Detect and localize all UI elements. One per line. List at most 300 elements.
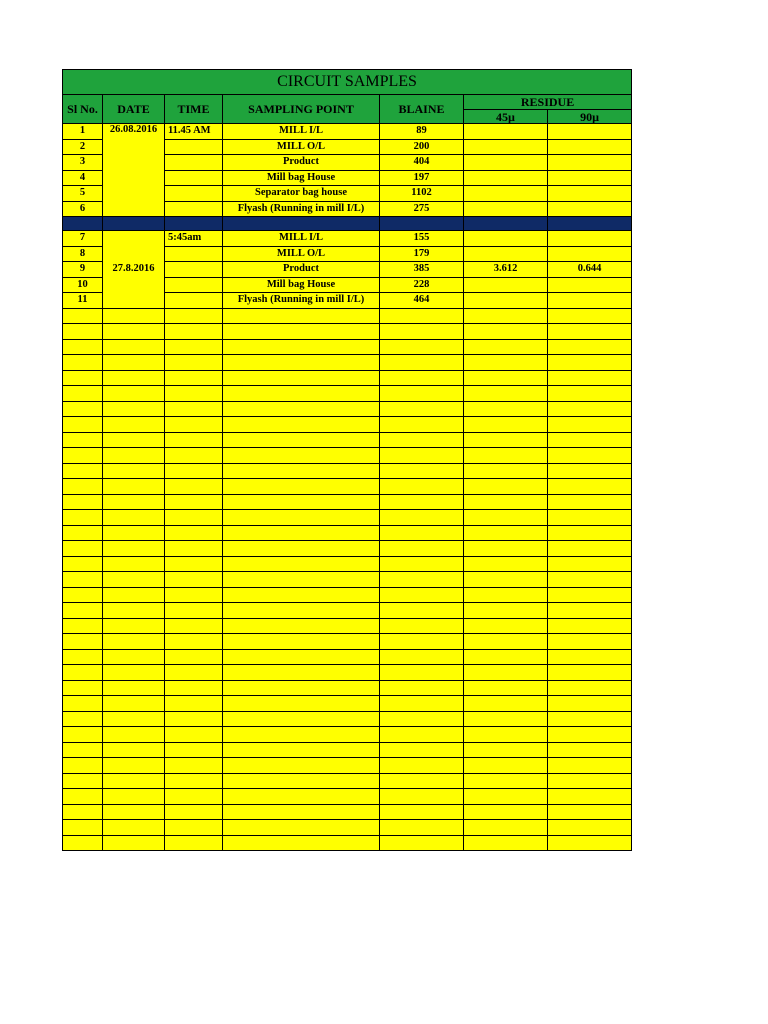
empty-cell: [63, 696, 103, 712]
empty-cell: [380, 711, 464, 727]
header-blaine: BLAINE: [380, 95, 464, 124]
sl-no-cell: 10: [63, 277, 103, 293]
empty-cell: [380, 510, 464, 526]
separator-row: [63, 217, 632, 231]
empty-cell: [165, 835, 223, 851]
empty-cell: [63, 680, 103, 696]
empty-cell: [548, 820, 632, 836]
empty-cell: [165, 680, 223, 696]
residue-45-cell: 3.612: [464, 262, 548, 278]
empty-cell: [380, 587, 464, 603]
empty-cell: [464, 355, 548, 371]
separator-cell: [380, 217, 464, 231]
empty-cell: [380, 618, 464, 634]
empty-cell: [103, 556, 165, 572]
header-residue-90: 90µ: [548, 110, 632, 124]
empty-cell: [103, 773, 165, 789]
empty-cell: [63, 324, 103, 340]
empty-row: [63, 339, 632, 355]
empty-cell: [223, 711, 380, 727]
empty-cell: [165, 510, 223, 526]
empty-cell: [548, 324, 632, 340]
empty-row: [63, 696, 632, 712]
blaine-cell: 385: [380, 262, 464, 278]
empty-cell: [103, 401, 165, 417]
empty-row: [63, 463, 632, 479]
empty-cell: [548, 603, 632, 619]
sampling-point-cell: MILL I/L: [223, 231, 380, 247]
empty-cell: [165, 649, 223, 665]
empty-row: [63, 324, 632, 340]
empty-cell: [380, 541, 464, 557]
header-sl-no: Sl No.: [63, 95, 103, 124]
residue-90-cell: [548, 170, 632, 186]
blaine-cell: 275: [380, 201, 464, 217]
empty-cell: [165, 634, 223, 650]
sampling-point-cell: Mill bag House: [223, 170, 380, 186]
time-cell: 11.45 AM: [165, 124, 223, 140]
empty-cell: [380, 572, 464, 588]
empty-row: [63, 572, 632, 588]
empty-row: [63, 773, 632, 789]
empty-cell: [548, 696, 632, 712]
empty-cell: [223, 510, 380, 526]
empty-cell: [548, 432, 632, 448]
empty-row: [63, 680, 632, 696]
empty-cell: [103, 680, 165, 696]
residue-90-cell: [548, 246, 632, 262]
empty-cell: [548, 835, 632, 851]
empty-cell: [63, 572, 103, 588]
empty-cell: [223, 618, 380, 634]
empty-cell: [103, 448, 165, 464]
empty-cell: [223, 494, 380, 510]
empty-cell: [380, 324, 464, 340]
blaine-cell: 89: [380, 124, 464, 140]
circuit-samples-sheet: [62, 69, 632, 851]
empty-cell: [63, 339, 103, 355]
empty-cell: [165, 432, 223, 448]
empty-cell: [223, 789, 380, 805]
empty-cell: [103, 494, 165, 510]
residue-45-cell: [464, 277, 548, 293]
empty-cell: [380, 494, 464, 510]
empty-cell: [223, 386, 380, 402]
empty-cell: [464, 773, 548, 789]
empty-cell: [464, 386, 548, 402]
residue-90-cell: [548, 277, 632, 293]
empty-cell: [165, 742, 223, 758]
empty-cell: [464, 696, 548, 712]
residue-45-cell: [464, 293, 548, 309]
empty-cell: [464, 742, 548, 758]
empty-cell: [464, 525, 548, 541]
empty-cell: [63, 448, 103, 464]
empty-cell: [380, 665, 464, 681]
empty-cell: [63, 603, 103, 619]
residue-90-cell: [548, 201, 632, 217]
header-residue-45: 45µ: [464, 110, 548, 124]
residue-45-cell: [464, 155, 548, 171]
empty-cell: [165, 804, 223, 820]
empty-row: [63, 603, 632, 619]
empty-cell: [63, 510, 103, 526]
empty-cell: [548, 339, 632, 355]
empty-row: [63, 541, 632, 557]
separator-cell: [223, 217, 380, 231]
empty-cell: [464, 835, 548, 851]
empty-cell: [63, 525, 103, 541]
empty-cell: [103, 541, 165, 557]
date-cell: 26.08.2016: [103, 124, 165, 217]
empty-cell: [103, 324, 165, 340]
residue-45-cell: [464, 231, 548, 247]
empty-cell: [548, 463, 632, 479]
empty-cell: [548, 370, 632, 386]
empty-cell: [464, 820, 548, 836]
empty-cell: [380, 463, 464, 479]
table-row: [63, 231, 632, 247]
empty-cell: [380, 386, 464, 402]
empty-cell: [464, 634, 548, 650]
empty-cell: [63, 804, 103, 820]
empty-cell: [464, 463, 548, 479]
empty-cell: [223, 401, 380, 417]
empty-cell: [464, 649, 548, 665]
empty-cell: [464, 680, 548, 696]
sampling-point-cell: MILL I/L: [223, 124, 380, 140]
empty-cell: [103, 339, 165, 355]
empty-cell: [165, 789, 223, 805]
empty-row: [63, 789, 632, 805]
empty-cell: [165, 758, 223, 774]
empty-cell: [380, 479, 464, 495]
empty-cell: [380, 525, 464, 541]
empty-cell: [464, 308, 548, 324]
empty-cell: [380, 603, 464, 619]
empty-cell: [223, 324, 380, 340]
sampling-point-cell: MILL O/L: [223, 246, 380, 262]
empty-cell: [63, 370, 103, 386]
empty-cell: [63, 835, 103, 851]
empty-cell: [63, 789, 103, 805]
empty-cell: [464, 417, 548, 433]
empty-cell: [548, 618, 632, 634]
sampling-point-cell: MILL O/L: [223, 139, 380, 155]
empty-cell: [63, 665, 103, 681]
empty-cell: [464, 587, 548, 603]
empty-cell: [380, 727, 464, 743]
residue-90-cell: [548, 186, 632, 202]
blaine-cell: 179: [380, 246, 464, 262]
residue-45-cell: [464, 170, 548, 186]
empty-cell: [548, 587, 632, 603]
empty-cell: [103, 742, 165, 758]
sampling-point-cell: Product: [223, 262, 380, 278]
residue-90-cell: [548, 293, 632, 309]
empty-cell: [103, 370, 165, 386]
empty-cell: [165, 355, 223, 371]
sampling-point-cell: Separator bag house: [223, 186, 380, 202]
empty-cell: [223, 417, 380, 433]
sl-no-cell: 2: [63, 139, 103, 155]
residue-90-cell: [548, 139, 632, 155]
empty-cell: [165, 479, 223, 495]
sampling-point-cell: Flyash (Running in mill I/L): [223, 201, 380, 217]
empty-cell: [223, 479, 380, 495]
time-cell: [165, 246, 223, 262]
residue-90-cell: [548, 231, 632, 247]
empty-cell: [165, 711, 223, 727]
empty-cell: [63, 773, 103, 789]
empty-cell: [223, 696, 380, 712]
residue-45-cell: [464, 139, 548, 155]
empty-cell: [548, 758, 632, 774]
empty-cell: [223, 742, 380, 758]
empty-cell: [548, 401, 632, 417]
empty-cell: [464, 572, 548, 588]
empty-cell: [380, 835, 464, 851]
empty-cell: [165, 587, 223, 603]
empty-cell: [380, 758, 464, 774]
blaine-cell: 200: [380, 139, 464, 155]
empty-cell: [223, 432, 380, 448]
header-sampling-point: SAMPLING POINT: [223, 95, 380, 124]
residue-90-cell: 0.644: [548, 262, 632, 278]
empty-cell: [548, 479, 632, 495]
separator-cell: [63, 217, 103, 231]
empty-cell: [63, 711, 103, 727]
empty-cell: [223, 370, 380, 386]
empty-cell: [380, 370, 464, 386]
empty-cell: [165, 773, 223, 789]
empty-cell: [63, 386, 103, 402]
sl-no-cell: 4: [63, 170, 103, 186]
empty-cell: [223, 680, 380, 696]
empty-cell: [63, 479, 103, 495]
empty-cell: [223, 634, 380, 650]
empty-cell: [548, 634, 632, 650]
empty-cell: [548, 417, 632, 433]
empty-cell: [380, 696, 464, 712]
empty-cell: [165, 556, 223, 572]
empty-cell: [63, 308, 103, 324]
sampling-point-cell: Flyash (Running in mill I/L): [223, 293, 380, 309]
empty-cell: [548, 742, 632, 758]
empty-cell: [103, 603, 165, 619]
empty-cell: [223, 308, 380, 324]
empty-cell: [380, 820, 464, 836]
empty-cell: [548, 525, 632, 541]
time-cell: [165, 186, 223, 202]
empty-cell: [165, 339, 223, 355]
empty-cell: [103, 432, 165, 448]
empty-cell: [223, 804, 380, 820]
empty-cell: [63, 727, 103, 743]
empty-cell: [165, 820, 223, 836]
empty-cell: [380, 432, 464, 448]
empty-cell: [464, 789, 548, 805]
empty-cell: [464, 665, 548, 681]
empty-cell: [380, 773, 464, 789]
empty-row: [63, 727, 632, 743]
empty-cell: [103, 355, 165, 371]
empty-row: [63, 758, 632, 774]
empty-cell: [103, 727, 165, 743]
empty-cell: [165, 727, 223, 743]
sl-no-cell: 7: [63, 231, 103, 247]
empty-cell: [548, 727, 632, 743]
empty-cell: [165, 494, 223, 510]
empty-cell: [223, 339, 380, 355]
empty-cell: [548, 711, 632, 727]
empty-row: [63, 835, 632, 851]
sampling-point-cell: Product: [223, 155, 380, 171]
empty-row: [63, 587, 632, 603]
empty-cell: [464, 618, 548, 634]
empty-cell: [103, 820, 165, 836]
empty-cell: [165, 448, 223, 464]
empty-cell: [223, 727, 380, 743]
empty-cell: [380, 680, 464, 696]
empty-cell: [548, 789, 632, 805]
empty-row: [63, 742, 632, 758]
empty-cell: [464, 324, 548, 340]
empty-cell: [103, 835, 165, 851]
empty-cell: [63, 556, 103, 572]
empty-cell: [165, 401, 223, 417]
empty-cell: [464, 401, 548, 417]
empty-cell: [548, 510, 632, 526]
empty-cell: [380, 634, 464, 650]
empty-cell: [380, 448, 464, 464]
empty-cell: [103, 587, 165, 603]
empty-cell: [103, 572, 165, 588]
empty-cell: [548, 355, 632, 371]
empty-cell: [165, 541, 223, 557]
empty-row: [63, 525, 632, 541]
empty-cell: [548, 541, 632, 557]
empty-cell: [165, 665, 223, 681]
residue-90-cell: [548, 124, 632, 140]
empty-cell: [165, 386, 223, 402]
blaine-cell: 1102: [380, 186, 464, 202]
empty-cell: [380, 417, 464, 433]
empty-cell: [223, 355, 380, 371]
empty-cell: [464, 603, 548, 619]
empty-row: [63, 417, 632, 433]
empty-cell: [63, 541, 103, 557]
empty-cell: [165, 618, 223, 634]
time-cell: 5:45am: [165, 231, 223, 247]
empty-cell: [464, 541, 548, 557]
time-cell: [165, 139, 223, 155]
empty-cell: [464, 370, 548, 386]
empty-cell: [63, 587, 103, 603]
empty-cell: [548, 308, 632, 324]
empty-row: [63, 479, 632, 495]
residue-45-cell: [464, 246, 548, 262]
empty-cell: [548, 494, 632, 510]
sl-no-cell: 11: [63, 293, 103, 309]
empty-cell: [165, 603, 223, 619]
empty-cell: [464, 711, 548, 727]
time-cell: [165, 170, 223, 186]
empty-cell: [103, 417, 165, 433]
empty-row: [63, 370, 632, 386]
empty-row: [63, 432, 632, 448]
empty-cell: [223, 587, 380, 603]
time-cell: [165, 293, 223, 309]
empty-cell: [63, 618, 103, 634]
empty-cell: [223, 463, 380, 479]
residue-45-cell: [464, 124, 548, 140]
header-date: DATE: [103, 95, 165, 124]
empty-cell: [464, 479, 548, 495]
empty-row: [63, 665, 632, 681]
sheet-title: CIRCUIT SAMPLES: [63, 70, 632, 95]
empty-cell: [223, 448, 380, 464]
empty-cell: [165, 696, 223, 712]
empty-cell: [103, 386, 165, 402]
empty-cell: [380, 339, 464, 355]
empty-cell: [103, 696, 165, 712]
empty-cell: [464, 758, 548, 774]
empty-row: [63, 308, 632, 324]
empty-row: [63, 355, 632, 371]
empty-cell: [464, 448, 548, 464]
empty-cell: [165, 370, 223, 386]
empty-row: [63, 649, 632, 665]
empty-cell: [63, 417, 103, 433]
empty-cell: [380, 401, 464, 417]
empty-cell: [223, 541, 380, 557]
empty-cell: [63, 463, 103, 479]
empty-cell: [464, 556, 548, 572]
empty-cell: [165, 417, 223, 433]
sampling-point-cell: Mill bag House: [223, 277, 380, 293]
empty-cell: [103, 804, 165, 820]
sl-no-cell: 8: [63, 246, 103, 262]
empty-cell: [223, 556, 380, 572]
empty-row: [63, 494, 632, 510]
empty-cell: [103, 308, 165, 324]
empty-cell: [103, 711, 165, 727]
separator-cell: [548, 217, 632, 231]
empty-cell: [548, 572, 632, 588]
residue-45-cell: [464, 201, 548, 217]
empty-cell: [223, 820, 380, 836]
empty-cell: [464, 727, 548, 743]
empty-cell: [223, 649, 380, 665]
empty-cell: [63, 742, 103, 758]
separator-cell: [165, 217, 223, 231]
sl-no-cell: 1: [63, 124, 103, 140]
empty-row: [63, 711, 632, 727]
empty-cell: [223, 525, 380, 541]
empty-cell: [464, 494, 548, 510]
sl-no-cell: 9: [63, 262, 103, 278]
blaine-cell: 228: [380, 277, 464, 293]
empty-cell: [548, 773, 632, 789]
time-cell: [165, 262, 223, 278]
empty-cell: [165, 572, 223, 588]
empty-cell: [548, 804, 632, 820]
sl-no-cell: 3: [63, 155, 103, 171]
empty-row: [63, 820, 632, 836]
empty-cell: [63, 820, 103, 836]
residue-45-cell: [464, 186, 548, 202]
